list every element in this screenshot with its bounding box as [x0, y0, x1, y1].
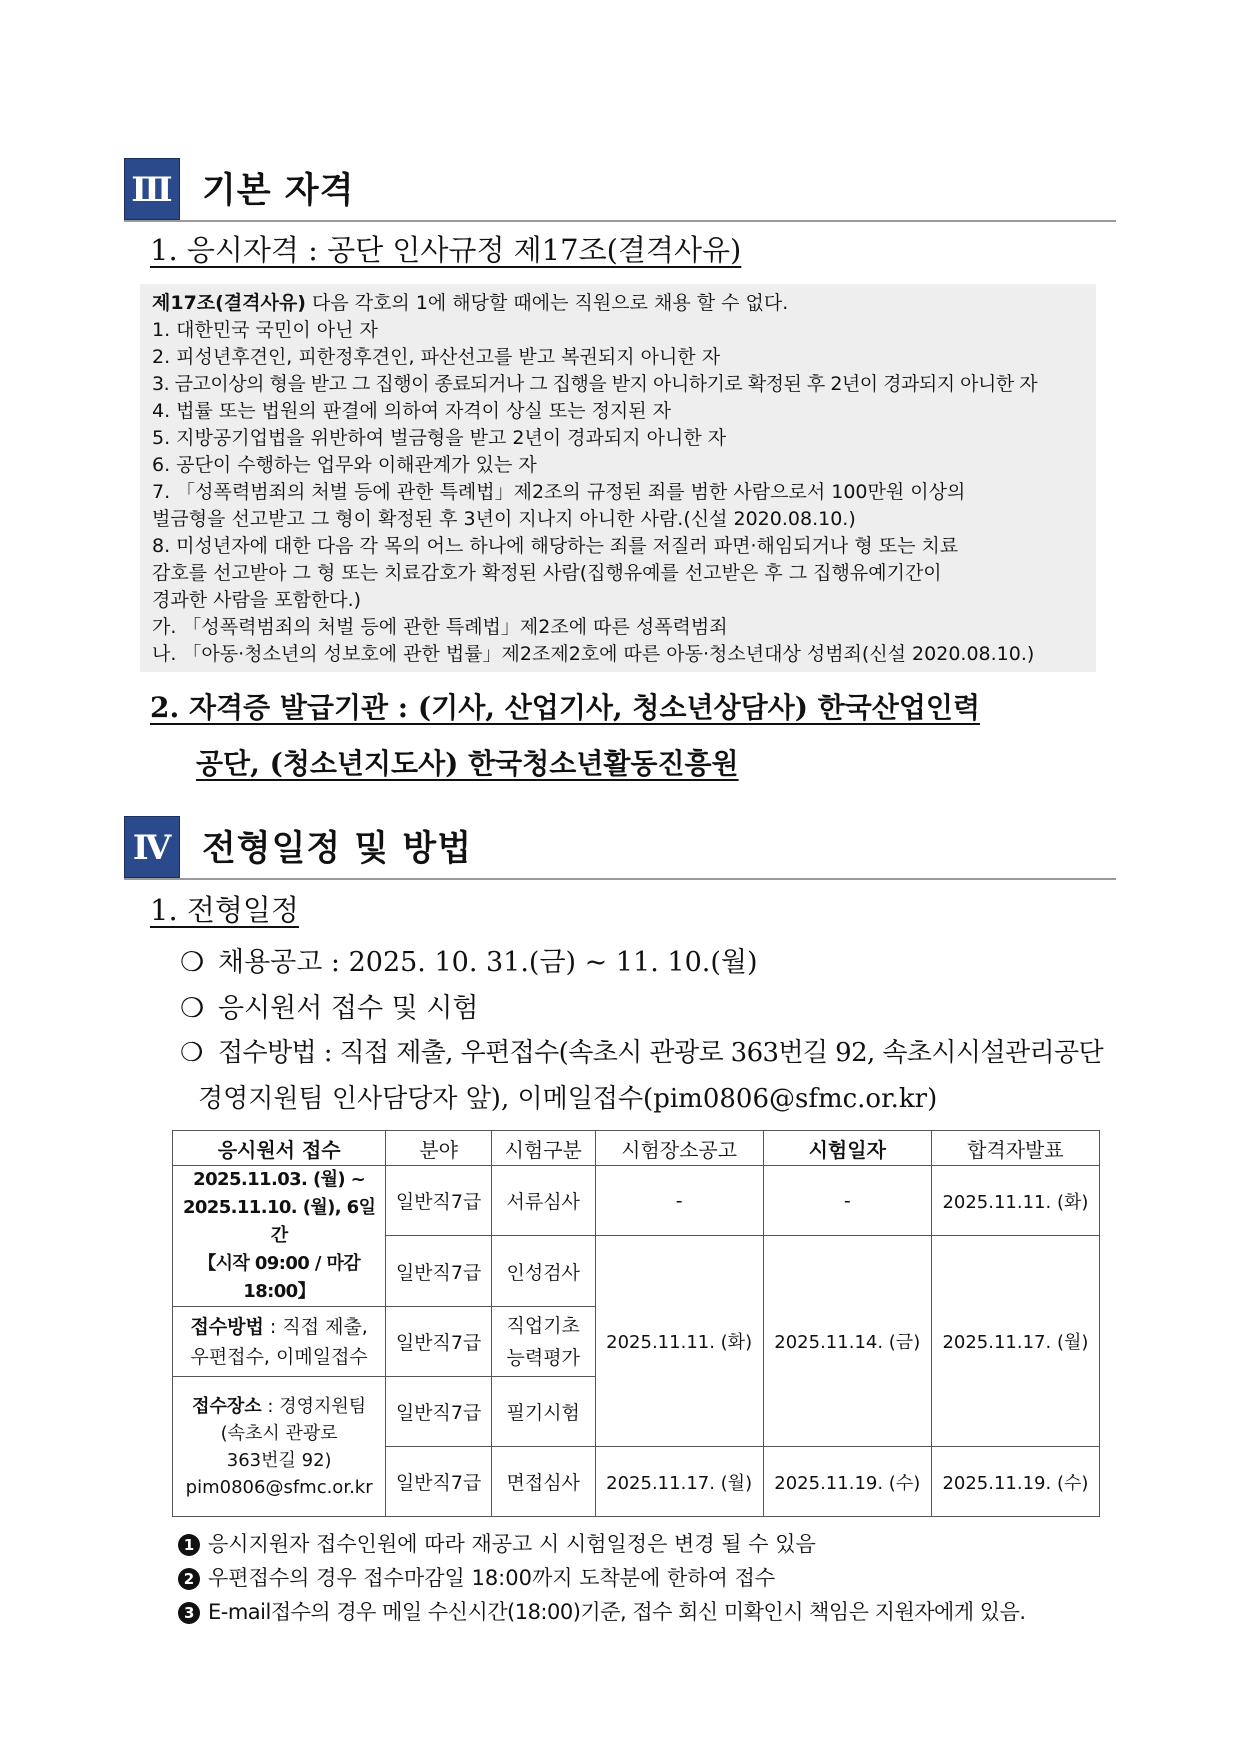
quote-line: 1. 대한민국 국민이 아닌 자: [152, 319, 378, 341]
quote-line: 벌금형을 선고받고 그 형이 확정된 후 3년이 지나지 아니한 사람.(신설 2020.08.10.): [152, 508, 856, 530]
field-cell: 일반직7급: [386, 1447, 492, 1517]
type-cell: 직업기초 능력평가: [491, 1307, 595, 1377]
type-cell: 인성검사: [491, 1236, 595, 1307]
notice-cell: -: [595, 1166, 763, 1236]
bullet-continuation: 경영지원팀 인사담당자 앞), 이메일접수(pim0806@sfmc.or.kr): [198, 1084, 938, 1114]
table-row: [173, 1166, 1100, 1236]
section-3-header: [124, 158, 1116, 222]
quote-line: 2. 피성년후견인, 피한정후견인, 파산선고를 받고 복권되지 아니한 자: [152, 346, 721, 368]
note-number-badge: 1: [178, 1534, 200, 1556]
type-cell: 서류심사: [491, 1166, 595, 1236]
apply-period-cell: 2025.11.03. (월) ~ 2025.11.10. (월), 6일간 【시작 09:00 / 마감 18:00】: [173, 1166, 386, 1307]
quote-line: 8. 미성년자에 대한 다음 각 목의 어느 하나에 해당하는 죄를 저질러 파면·해임되거나 형 또는 치료: [152, 535, 959, 557]
quote-line: 7. 「성폭력범죄의 처벌 등에 관한 특례법」제2조의 규정된 죄를 범한 사람으로서 100만원 이상의: [152, 481, 966, 503]
bullet-item: ❍ 응시원서 접수 및 시험: [180, 993, 479, 1024]
quote-line: 감호를 선고받아 그 형 또는 치료감호가 확정된 사람(집행유예를 선고받은 후 그 집행유예기간이: [152, 562, 942, 584]
table-header-row: [173, 1131, 1100, 1166]
field-cell: 일반직7급: [386, 1377, 492, 1447]
type-cell: 면접심사: [491, 1447, 595, 1517]
issuer-heading-line2: 공단, (청소년지도사) 한국청소년활동진흥원: [196, 747, 739, 780]
quote-line: 3. 금고이상의 형을 받고 그 집행이 종료되거나 그 집행을 받지 아니하기로 확정된 후 2년이 경과되지 아니한 자: [152, 373, 1038, 395]
note-item: 3 E-mail접수의 경우 메일 수신시간(18:00)기준, 접수 회신 미확인시 책임은 지원자에게 있음.: [178, 1596, 1026, 1626]
quote-line: 가. 「성폭력범죄의 처벌 등에 관한 특례법」제2조에 따른 성폭력범죄: [152, 616, 728, 638]
field-cell: 일반직7급: [386, 1166, 492, 1236]
quote-line: 6. 공단이 수행하는 업무와 이해관계가 있는 자: [152, 454, 537, 476]
section-3-title: 기본 자격: [202, 171, 355, 211]
qualification-heading: 1. 응시자격 : 공단 인사규정 제17조(결격사유): [150, 233, 742, 267]
notice-cell: 2025.11.11. (화): [595, 1236, 763, 1447]
quote-line: 경과한 사람을 포함한다.): [152, 589, 362, 611]
date-cell: -: [763, 1166, 931, 1236]
section-4-header: [124, 816, 1116, 880]
date-cell: 2025.11.19. (수): [763, 1447, 931, 1517]
note-item: 2 우편접수의 경우 접수마감일 18:00까지 도착분에 한하여 접수: [178, 1562, 775, 1592]
bullet-item: ❍ 채용공고 : 2025. 10. 31.(금) ~ 11. 10.(월): [180, 947, 758, 978]
result-cell: 2025.11.19. (수): [931, 1447, 1099, 1517]
table-header: 시험장소공고: [595, 1131, 763, 1166]
type-cell: 필기시험: [491, 1377, 595, 1447]
note-number-badge: 3: [178, 1602, 200, 1624]
notice-cell: 2025.11.17. (월): [595, 1447, 763, 1517]
quote-title-line: 제17조(결격사유) 다음 각호의 1에 해당할 때에는 직원으로 채용 할 수 없다.: [152, 292, 789, 314]
table-header: 시험일자: [763, 1131, 931, 1166]
table-header: 분야: [386, 1131, 492, 1166]
quote-line: 5. 지방공기업법을 위반하여 벌금형을 받고 2년이 경과되지 아니한 자: [152, 427, 727, 449]
field-cell: 일반직7급: [386, 1236, 492, 1307]
date-cell: 2025.11.14. (금): [763, 1236, 931, 1447]
section-4-title: 전형일정 및 방법: [202, 829, 473, 869]
apply-method-cell: 접수방법 : 직접 제출, 우편접수, 이메일접수: [173, 1307, 386, 1377]
quote-line: 4. 법률 또는 법원의 판결에 의하여 자격이 상실 또는 정지된 자: [152, 400, 672, 422]
result-cell: 2025.11.11. (화): [931, 1166, 1099, 1236]
result-cell: 2025.11.17. (월): [931, 1236, 1099, 1447]
schedule-heading: 1. 전형일정: [150, 893, 299, 927]
table-header: 시험구분: [491, 1131, 595, 1166]
note-item: 1 응시지원자 접수인원에 따라 재공고 시 시험일정은 변경 될 수 있음: [178, 1528, 816, 1558]
section-3-number: Ⅲ: [124, 158, 180, 220]
schedule-table: [172, 1130, 1100, 1517]
section-4-number: Ⅳ: [124, 816, 180, 878]
table-header: 응시원서 접수: [173, 1131, 386, 1166]
quote-line: 나. 「아동·청소년의 성보호에 관한 법률」제2조제2호에 따른 아동·청소년대상 성범죄(신설 2020.08.10.): [152, 643, 1035, 665]
field-cell: 일반직7급: [386, 1307, 492, 1377]
bullet-item: ❍ 접수방법 : 직접 제출, 우편접수(속초시 관광로 363번길 92, 속초시시설관리공단: [180, 1038, 1104, 1068]
table-header: 합격자발표: [931, 1131, 1099, 1166]
disqualification-box: [140, 284, 1096, 672]
apply-place-cell: 접수장소 : 경영지원팀 (속초시 관광로 363번길 92) pim0806@sfmc.or.kr: [173, 1377, 386, 1517]
note-number-badge: 2: [178, 1568, 200, 1590]
issuer-heading-line1: 2. 자격증 발급기관 : (기사, 산업기사, 청소년상담사) 한국산업인력: [150, 691, 980, 724]
